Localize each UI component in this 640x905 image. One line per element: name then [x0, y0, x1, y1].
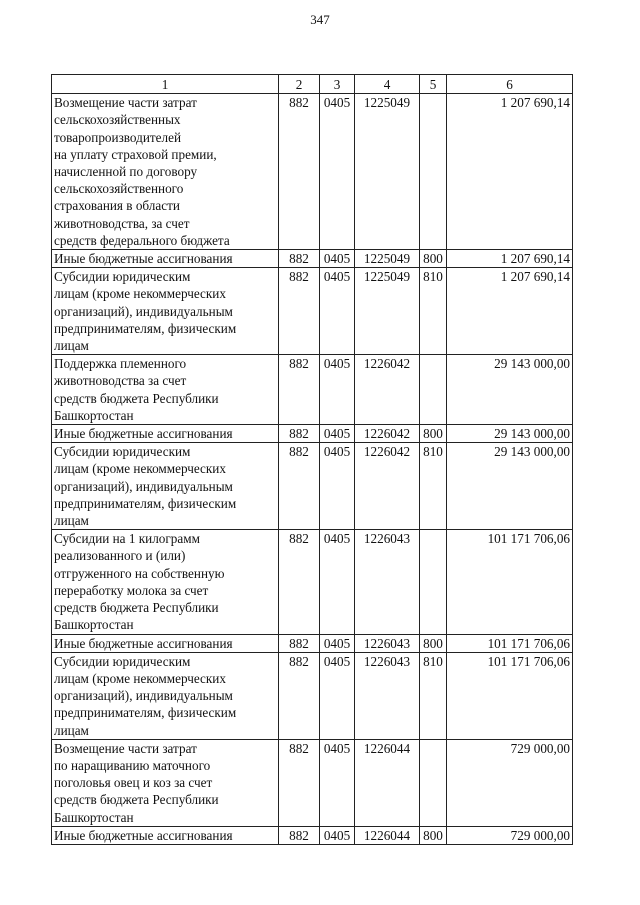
- expense-type-cell: 810: [420, 443, 447, 530]
- section-code-cell: 0405: [320, 530, 355, 634]
- header-cell: 6: [447, 75, 573, 94]
- amount-cell: 29 143 000,00: [447, 425, 573, 443]
- table-row: [52, 355, 573, 425]
- item-name-cell: Иные бюджетные ассигнования: [52, 250, 279, 268]
- table-row: [52, 739, 573, 826]
- amount-cell: 29 143 000,00: [447, 443, 573, 530]
- table-row: [52, 634, 573, 652]
- item-name-cell: Возмещение части затрат по наращиванию маточного поголовья овец и коз за счет средств бюджета Республики Башкортостан: [52, 739, 279, 826]
- section-code-cell: 0405: [320, 94, 355, 250]
- header-cell: 3: [320, 75, 355, 94]
- grbs-code-cell: 882: [279, 425, 320, 443]
- table-row: [52, 268, 573, 355]
- item-name-cell: Иные бюджетные ассигнования: [52, 425, 279, 443]
- item-name-cell: Иные бюджетные ассигнования: [52, 634, 279, 652]
- target-item-cell: 1225049: [355, 268, 420, 355]
- amount-cell: 1 207 690,14: [447, 250, 573, 268]
- header-row: [52, 75, 573, 94]
- table-row: [52, 425, 573, 443]
- grbs-code-cell: 882: [279, 250, 320, 268]
- expense-type-cell: 810: [420, 652, 447, 739]
- grbs-code-cell: 882: [279, 443, 320, 530]
- table-row: [52, 826, 573, 844]
- section-code-cell: 0405: [320, 443, 355, 530]
- expense-type-cell: 810: [420, 268, 447, 355]
- section-code-cell: 0405: [320, 268, 355, 355]
- grbs-code-cell: 882: [279, 634, 320, 652]
- item-name-cell: Субсидии юридическим лицам (кроме некоммерческих организаций), индивидуальным предпринимателям, физическим лицам: [52, 652, 279, 739]
- section-code-cell: 0405: [320, 652, 355, 739]
- target-item-cell: 1226044: [355, 739, 420, 826]
- grbs-code-cell: 882: [279, 652, 320, 739]
- header-cell: 4: [355, 75, 420, 94]
- grbs-code-cell: 882: [279, 826, 320, 844]
- budget-table: [51, 74, 573, 845]
- item-name-cell: Субсидии юридическим лицам (кроме некоммерческих организаций), индивидуальным предпринимателям, физическим лицам: [52, 443, 279, 530]
- target-item-cell: 1226042: [355, 443, 420, 530]
- header-cell: 5: [420, 75, 447, 94]
- amount-cell: 101 171 706,06: [447, 634, 573, 652]
- target-item-cell: 1226043: [355, 652, 420, 739]
- amount-cell: 101 171 706,06: [447, 652, 573, 739]
- target-item-cell: 1225049: [355, 94, 420, 250]
- item-name-cell: Субсидии на 1 килограмм реализованного и (или) отгруженного на собственную переработку молока за счет средств бюджета Республики Башкортостан: [52, 530, 279, 634]
- amount-cell: 1 207 690,14: [447, 94, 573, 250]
- table-row: [52, 652, 573, 739]
- header-cell: 2: [279, 75, 320, 94]
- target-item-cell: 1226042: [355, 425, 420, 443]
- section-code-cell: 0405: [320, 250, 355, 268]
- grbs-code-cell: 882: [279, 94, 320, 250]
- table-row: [52, 443, 573, 530]
- target-item-cell: 1226043: [355, 530, 420, 634]
- target-item-cell: 1226043: [355, 634, 420, 652]
- item-name-cell: Возмещение части затрат сельскохозяйственных товаропроизводителей на уплату страховой премии, начисленной по договору сельскохозяйственного страхования в области животноводства, за счет средств федерального бюджета: [52, 94, 279, 250]
- page-number: 347: [310, 12, 330, 27]
- section-code-cell: 0405: [320, 826, 355, 844]
- target-item-cell: 1225049: [355, 250, 420, 268]
- target-item-cell: 1226042: [355, 355, 420, 425]
- section-code-cell: 0405: [320, 355, 355, 425]
- expense-type-cell: [420, 94, 447, 250]
- amount-cell: 729 000,00: [447, 739, 573, 826]
- expense-type-cell: 800: [420, 634, 447, 652]
- section-code-cell: 0405: [320, 739, 355, 826]
- amount-cell: 729 000,00: [447, 826, 573, 844]
- grbs-code-cell: 882: [279, 355, 320, 425]
- expense-type-cell: 800: [420, 826, 447, 844]
- expense-type-cell: [420, 739, 447, 826]
- amount-cell: 29 143 000,00: [447, 355, 573, 425]
- table-row: [52, 530, 573, 634]
- grbs-code-cell: 882: [279, 739, 320, 826]
- table-row: [52, 94, 573, 250]
- target-item-cell: 1226044: [355, 826, 420, 844]
- expense-type-cell: [420, 355, 447, 425]
- amount-cell: 1 207 690,14: [447, 268, 573, 355]
- section-code-cell: 0405: [320, 425, 355, 443]
- expense-type-cell: 800: [420, 425, 447, 443]
- table-row: [52, 250, 573, 268]
- expense-type-cell: 800: [420, 250, 447, 268]
- amount-cell: 101 171 706,06: [447, 530, 573, 634]
- grbs-code-cell: 882: [279, 530, 320, 634]
- section-code-cell: 0405: [320, 634, 355, 652]
- header-cell: 1: [52, 75, 279, 94]
- item-name-cell: Субсидии юридическим лицам (кроме некоммерческих организаций), индивидуальным предпринимателям, физическим лицам: [52, 268, 279, 355]
- item-name-cell: Поддержка племенного животноводства за счет средств бюджета Республики Башкортостан: [52, 355, 279, 425]
- grbs-code-cell: 882: [279, 268, 320, 355]
- expense-type-cell: [420, 530, 447, 634]
- item-name-cell: Иные бюджетные ассигнования: [52, 826, 279, 844]
